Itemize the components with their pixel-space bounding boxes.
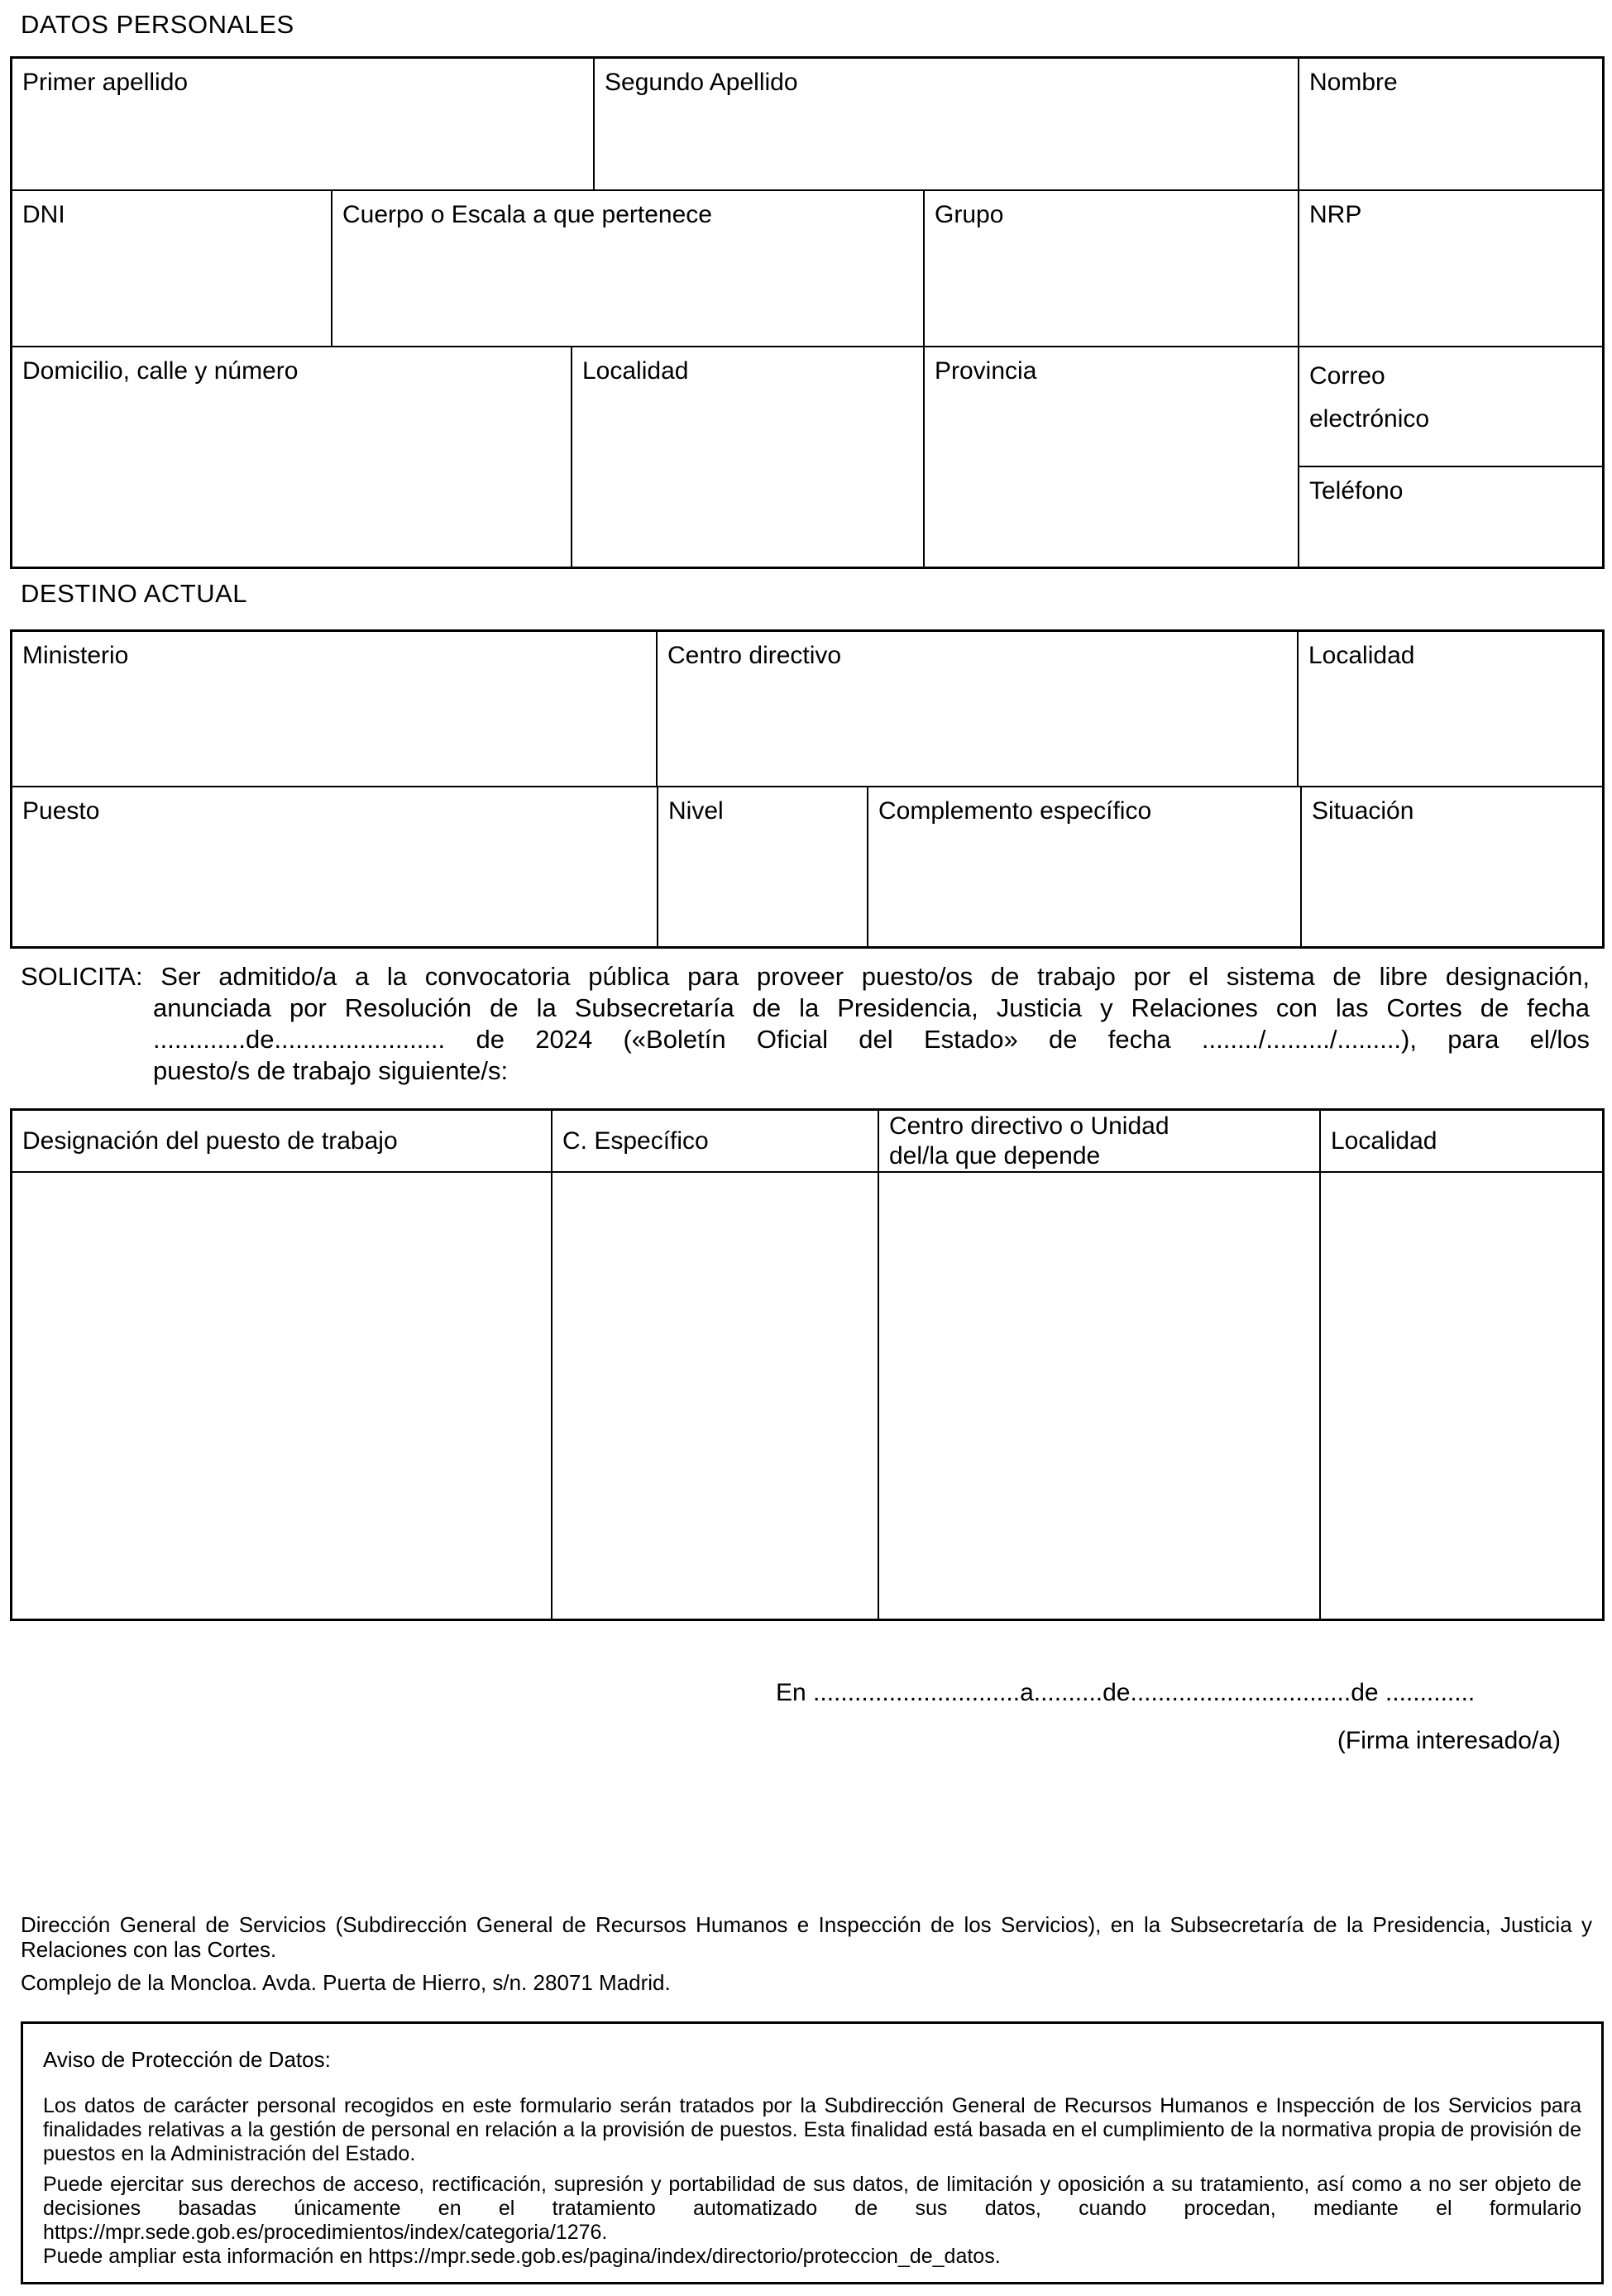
field-complemento-especifico[interactable] (868, 787, 1302, 946)
field-localidad-destino[interactable] (1299, 632, 1602, 787)
field-label: Grupo (935, 201, 1004, 228)
solicita-line: SOLICITA: Ser admitido/a a la convocatoria pública para proveer puesto/os de trabajo por el sistema de libre designación, (21, 962, 1590, 991)
field-grupo[interactable] (925, 191, 1299, 347)
table-row (12, 347, 1602, 567)
table-row (12, 191, 1602, 347)
privacy-notice-paragraph-3: Puede ampliar esta información en https://mpr.sede.gob.es/pagina/index/directorio/proteccion_de_datos. (43, 2245, 1001, 2268)
column-header-designacion (12, 1111, 552, 1173)
solicita-line: puesto/s de trabajo siguiente/s: (153, 1056, 509, 1085)
signature-date-line[interactable]: En ..............................a..........de................................de ............. (776, 1679, 1476, 1706)
section-title-datos-personales: DATOS PERSONALES (21, 10, 294, 39)
solicita-line: .............de........................ de 2024 («Boletín Oficial del Estado» de fecha ......../........./.........), para el/los (153, 1025, 1590, 1054)
field-segundo-apellido[interactable] (595, 59, 1299, 191)
field-ministerio[interactable] (12, 632, 658, 787)
field-label: Domicilio, calle y número (22, 357, 299, 385)
field-domicilio[interactable] (12, 347, 572, 567)
privacy-notice-box (21, 2021, 1604, 2284)
table-row (12, 632, 1602, 787)
requested-posts-table (10, 1108, 1605, 1621)
privacy-notice-title: Aviso de Protección de Datos: (43, 2047, 331, 2072)
field-label: Nombre (1309, 69, 1398, 96)
current-destination-table (10, 629, 1605, 949)
field-label: Puesto (22, 797, 100, 825)
footer-address-line1: Dirección General de Servicios (Subdirección General de Recursos Humanos e Inspección de los Servicios), en la Subsecretaría de la Presidencia, Justicia y Relaciones con las Cortes. (21, 1912, 1592, 1962)
column-header-localidad (1321, 1111, 1602, 1173)
contact-cell-group (1299, 347, 1602, 567)
field-label: Ministerio (22, 642, 129, 669)
field-label: Teléfono (1309, 477, 1404, 505)
field-label: Segundo Apellido (605, 69, 798, 96)
field-puesto[interactable] (12, 787, 658, 946)
field-localidad-puesto[interactable] (1321, 1173, 1602, 1619)
field-cuerpo-escala[interactable] (332, 191, 925, 347)
field-provincia[interactable] (925, 347, 1299, 567)
column-header-centro-unidad (879, 1111, 1321, 1173)
column-header-label: Centro directivo o Unidad del/la que depende (889, 1112, 1170, 1170)
table-row (12, 787, 1602, 946)
field-situacion[interactable] (1302, 787, 1602, 946)
privacy-notice-paragraph-2: Puede ejercitar sus derechos de acceso, rectificación, supresión y portabilidad de sus datos, de limitación y oposición a su tratamiento, así como a no ser objeto de decisiones basadas únicamente en el tratamiento automatizado de sus datos, cuando procedan, mediante el formulario https://mpr.sede.gob.es/procedimientos/index/categoria/1276. (43, 2173, 1581, 2244)
section-title-destino-actual: DESTINO ACTUAL (21, 579, 247, 608)
solicita-paragraph (21, 961, 1590, 1087)
field-localidad[interactable] (572, 347, 925, 567)
personal-data-table (10, 56, 1605, 569)
field-dni[interactable] (12, 191, 332, 347)
field-nrp[interactable] (1299, 191, 1602, 347)
field-label: Cuerpo o Escala a que pertenece (342, 201, 712, 228)
field-label: Nivel (668, 797, 724, 825)
table-body-row (12, 1173, 1602, 1619)
column-header-label: C. Específico (562, 1127, 709, 1155)
field-primer-apellido[interactable] (12, 59, 595, 191)
field-label: Localidad (582, 357, 689, 385)
field-centro-unidad[interactable] (879, 1173, 1321, 1619)
field-label: Centro directivo (667, 642, 842, 669)
column-header-label: Designación del puesto de trabajo (22, 1127, 398, 1155)
signature-firma-label: (Firma interesado/a) (1337, 1727, 1561, 1754)
footer-address-line2: Complejo de la Moncloa. Avda. Puerta de Hierro, s/n. 28071 Madrid. (21, 1970, 671, 1995)
field-label: Correo electrónico (1309, 362, 1430, 433)
field-c-especifico[interactable] (552, 1173, 879, 1619)
field-label: DNI (22, 201, 65, 228)
column-header-label: Localidad (1331, 1127, 1437, 1155)
field-designacion-puesto[interactable] (12, 1173, 552, 1619)
field-label: Localidad (1308, 642, 1415, 669)
field-correo-electronico[interactable] (1299, 347, 1602, 467)
field-label: Situación (1312, 797, 1414, 825)
solicita-line: anunciada por Resolución de la Subsecretaría de la Presidencia, Justicia y Relaciones con las Cortes de fecha (153, 993, 1590, 1022)
field-centro-directivo[interactable] (658, 632, 1299, 787)
field-nivel[interactable] (658, 787, 868, 946)
table-header-row (12, 1111, 1602, 1173)
privacy-notice-paragraph-1: Los datos de carácter personal recogidos en este formulario serán tratados por la Subdirección General de Recursos Humanos e Inspección de los Servicios para finalidades relativas a la gestión de personal en relación a la provisión de puestos. Esta finalidad está basada en el cumplimiento de la normativa propia de provisión de puestos en la Administración del Estado. (43, 2094, 1581, 2165)
table-row (12, 59, 1602, 191)
field-label: Primer apellido (22, 69, 189, 96)
field-label: Complemento específico (878, 797, 1152, 825)
field-label: Provincia (935, 357, 1037, 385)
field-telefono[interactable] (1299, 467, 1602, 567)
field-nombre[interactable] (1299, 59, 1602, 191)
column-header-c-especifico (552, 1111, 879, 1173)
field-label: NRP (1309, 201, 1362, 228)
